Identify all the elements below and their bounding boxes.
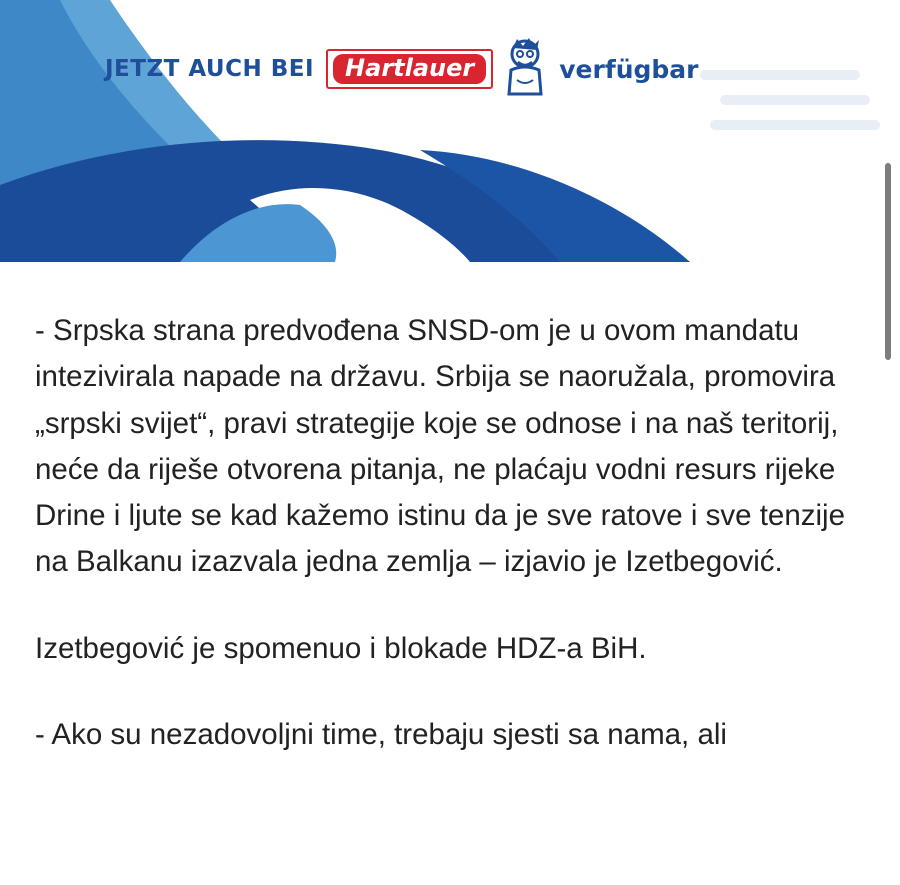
brand-name: Hartlauer [333,54,486,84]
brand-logo [326,49,493,89]
article-body [35,308,865,798]
ad-slogan [105,36,699,102]
article-paragraph: Izetbegović je spomenuo i blokade HDZ-a BiH. [35,631,647,665]
ad-banner[interactable] [0,0,900,262]
scrollbar-thumb[interactable] [885,163,891,360]
ad-slogan-prefix: JETZT AUCH BEI [105,56,315,82]
ad-slogan-suffix: verfügbar [559,54,699,84]
article-paragraph: - Srpska strana predvođena SNSD-om je u ovom mandatu intezivirala napade na državu. Srbija se naoružala, promovira „srpski svijet“, pravi strategije koje se odnose i na naš teritorij, neće da riješe otvorena pitanja, ne plaćaju vodni resurs rijeke Drine i ljute se kad kažemo istinu da je sve ratove i sve tenzije na Balkanu izazvala jedna zemlja – izjavio je Izetbegović. [35,314,845,579]
mascot-icon [503,36,547,102]
article-paragraph: - Ako su nezadovoljni time, trebaju sjesti sa nama, ali [35,718,727,752]
